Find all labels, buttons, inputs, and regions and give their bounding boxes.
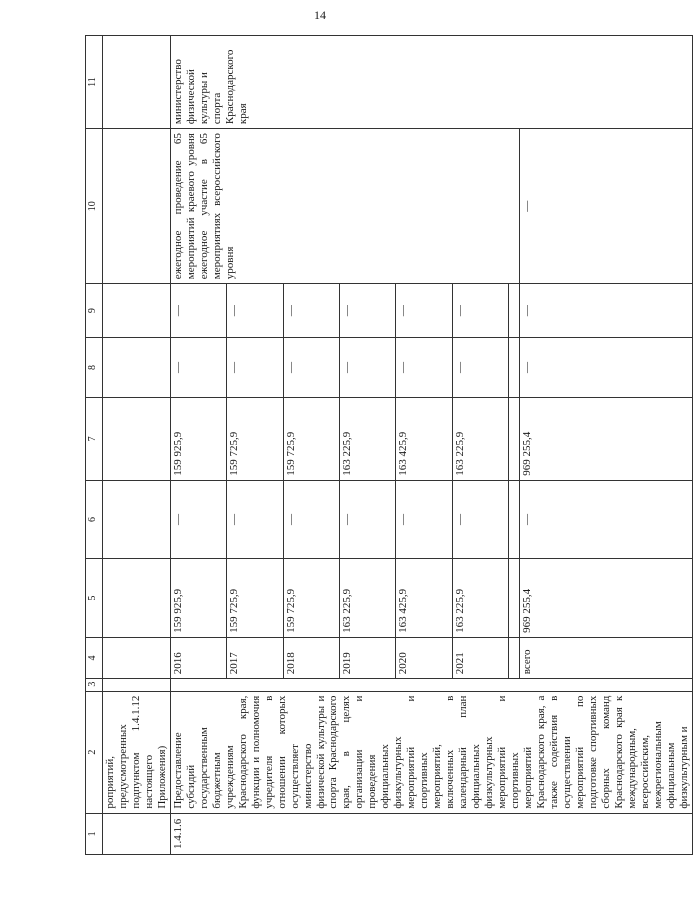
page-number: 14 [314, 8, 326, 22]
federal-cell: — [283, 480, 339, 559]
total-cell: 163 225,9 [452, 559, 508, 638]
spacer-cell [509, 637, 520, 678]
total-cell: 163 425,9 [396, 559, 452, 638]
year-cell: 2021 [452, 637, 508, 678]
regional-cell: 159 925,9 [170, 397, 226, 480]
total-cell: 159 725,9 [283, 559, 339, 638]
local-cell: — [339, 338, 395, 398]
year-cell: 2017 [227, 637, 283, 678]
empty-cell [103, 637, 171, 678]
federal-cell: — [396, 480, 452, 559]
spacer-cell [509, 480, 520, 559]
col-header-3: 3 [86, 679, 103, 691]
spacer-cell [509, 397, 520, 480]
local-cell: — [170, 338, 226, 398]
col-header-2: 2 [86, 691, 103, 813]
continuation-row [103, 36, 171, 855]
spacer-cell [509, 338, 520, 398]
year-cell: 2020 [396, 637, 452, 678]
total-label: всего [519, 637, 692, 678]
regional-cell: 159 725,9 [227, 397, 283, 480]
col-header-4: 4 [86, 637, 103, 678]
other-cell: — [227, 284, 283, 338]
col-header-10: 10 [86, 129, 103, 284]
column-number-row [86, 36, 103, 855]
spacer-cell [509, 559, 520, 638]
total-cell: 159 925,9 [170, 559, 226, 638]
local-cell: — [396, 338, 452, 398]
row-description: Предоставление субсидий государственным бюджетным учреждениям Краснодарского края, функции и полномочия учредителя в отношении которых осуществляет министерство физической культуры и спорта Краснодарского края, в целях организации и проведения официальных физкультурных мероприятий и спортивных мероприятий, включенных в календарный план официальных физкультурных мероприятий и спортивных мероприятий Краснодарского края, а также содействия в осуществлении мероприятий по подготовке спортивных сборных команд Краснодарского края к международным, всероссийским, межрегиональным официальным физкультурным и [170, 691, 692, 813]
year-cell: 2019 [339, 637, 395, 678]
other-cell: — [396, 284, 452, 338]
row-code: 1.4.1.6 [170, 813, 692, 854]
total-result: — [519, 129, 692, 284]
col-header-6: 6 [86, 480, 103, 559]
col-header-11: 11 [86, 36, 103, 129]
regional-cell: 163 225,9 [452, 397, 508, 480]
col-header-9: 9 [86, 284, 103, 338]
year-cell: 2018 [283, 637, 339, 678]
empty-cell [103, 284, 171, 338]
other-cell: — [170, 284, 226, 338]
empty-cell [103, 559, 171, 638]
empty-cell [103, 36, 171, 129]
regional-cell: 163 225,9 [339, 397, 395, 480]
regional-cell: 163 425,9 [396, 397, 452, 480]
federal-cell: — [339, 480, 395, 559]
empty-cell [103, 129, 171, 284]
col-header-8: 8 [86, 338, 103, 398]
total-cell: 163 225,9 [339, 559, 395, 638]
total-other: — [519, 284, 692, 338]
continuation-code-cell [103, 813, 171, 854]
other-cell: — [452, 284, 508, 338]
result-cell: ежегодное проведение 65 мероприятий краевого уровня ежегодное участие в 65 мероприятиях всероссийского уровня [170, 129, 519, 284]
other-cell: — [283, 284, 339, 338]
empty-cell [103, 338, 171, 398]
other-cell: — [339, 284, 395, 338]
local-cell: — [227, 338, 283, 398]
local-cell: — [283, 338, 339, 398]
federal-cell: — [227, 480, 283, 559]
total-federal: — [519, 480, 692, 559]
regional-cell: 159 725,9 [283, 397, 339, 480]
col-header-7: 7 [86, 397, 103, 480]
local-cell: — [452, 338, 508, 398]
executor-cell: министерство физической культуры и спорта Краснодарского края [170, 36, 692, 129]
rotated-table-container [85, 35, 690, 855]
col-header-1: 1 [86, 813, 103, 854]
table-row [170, 36, 226, 855]
empty-cell [103, 679, 171, 691]
empty-cell [170, 679, 692, 691]
year-cell: 2016 [170, 637, 226, 678]
total-local: — [519, 338, 692, 398]
total-cell: 159 725,9 [227, 559, 283, 638]
federal-cell: — [170, 480, 226, 559]
federal-cell: — [452, 480, 508, 559]
empty-cell [103, 397, 171, 480]
program-table [85, 35, 693, 855]
total-regional: 969 255,4 [519, 397, 692, 480]
continuation-text: роприятий, предусмотренных подпунктом 1.4.1.12 настоящего Приложения) [103, 691, 171, 813]
total-sum: 969 255,4 [519, 559, 692, 638]
empty-cell [103, 480, 171, 559]
col-header-5: 5 [86, 559, 103, 638]
spacer-cell [509, 284, 520, 338]
